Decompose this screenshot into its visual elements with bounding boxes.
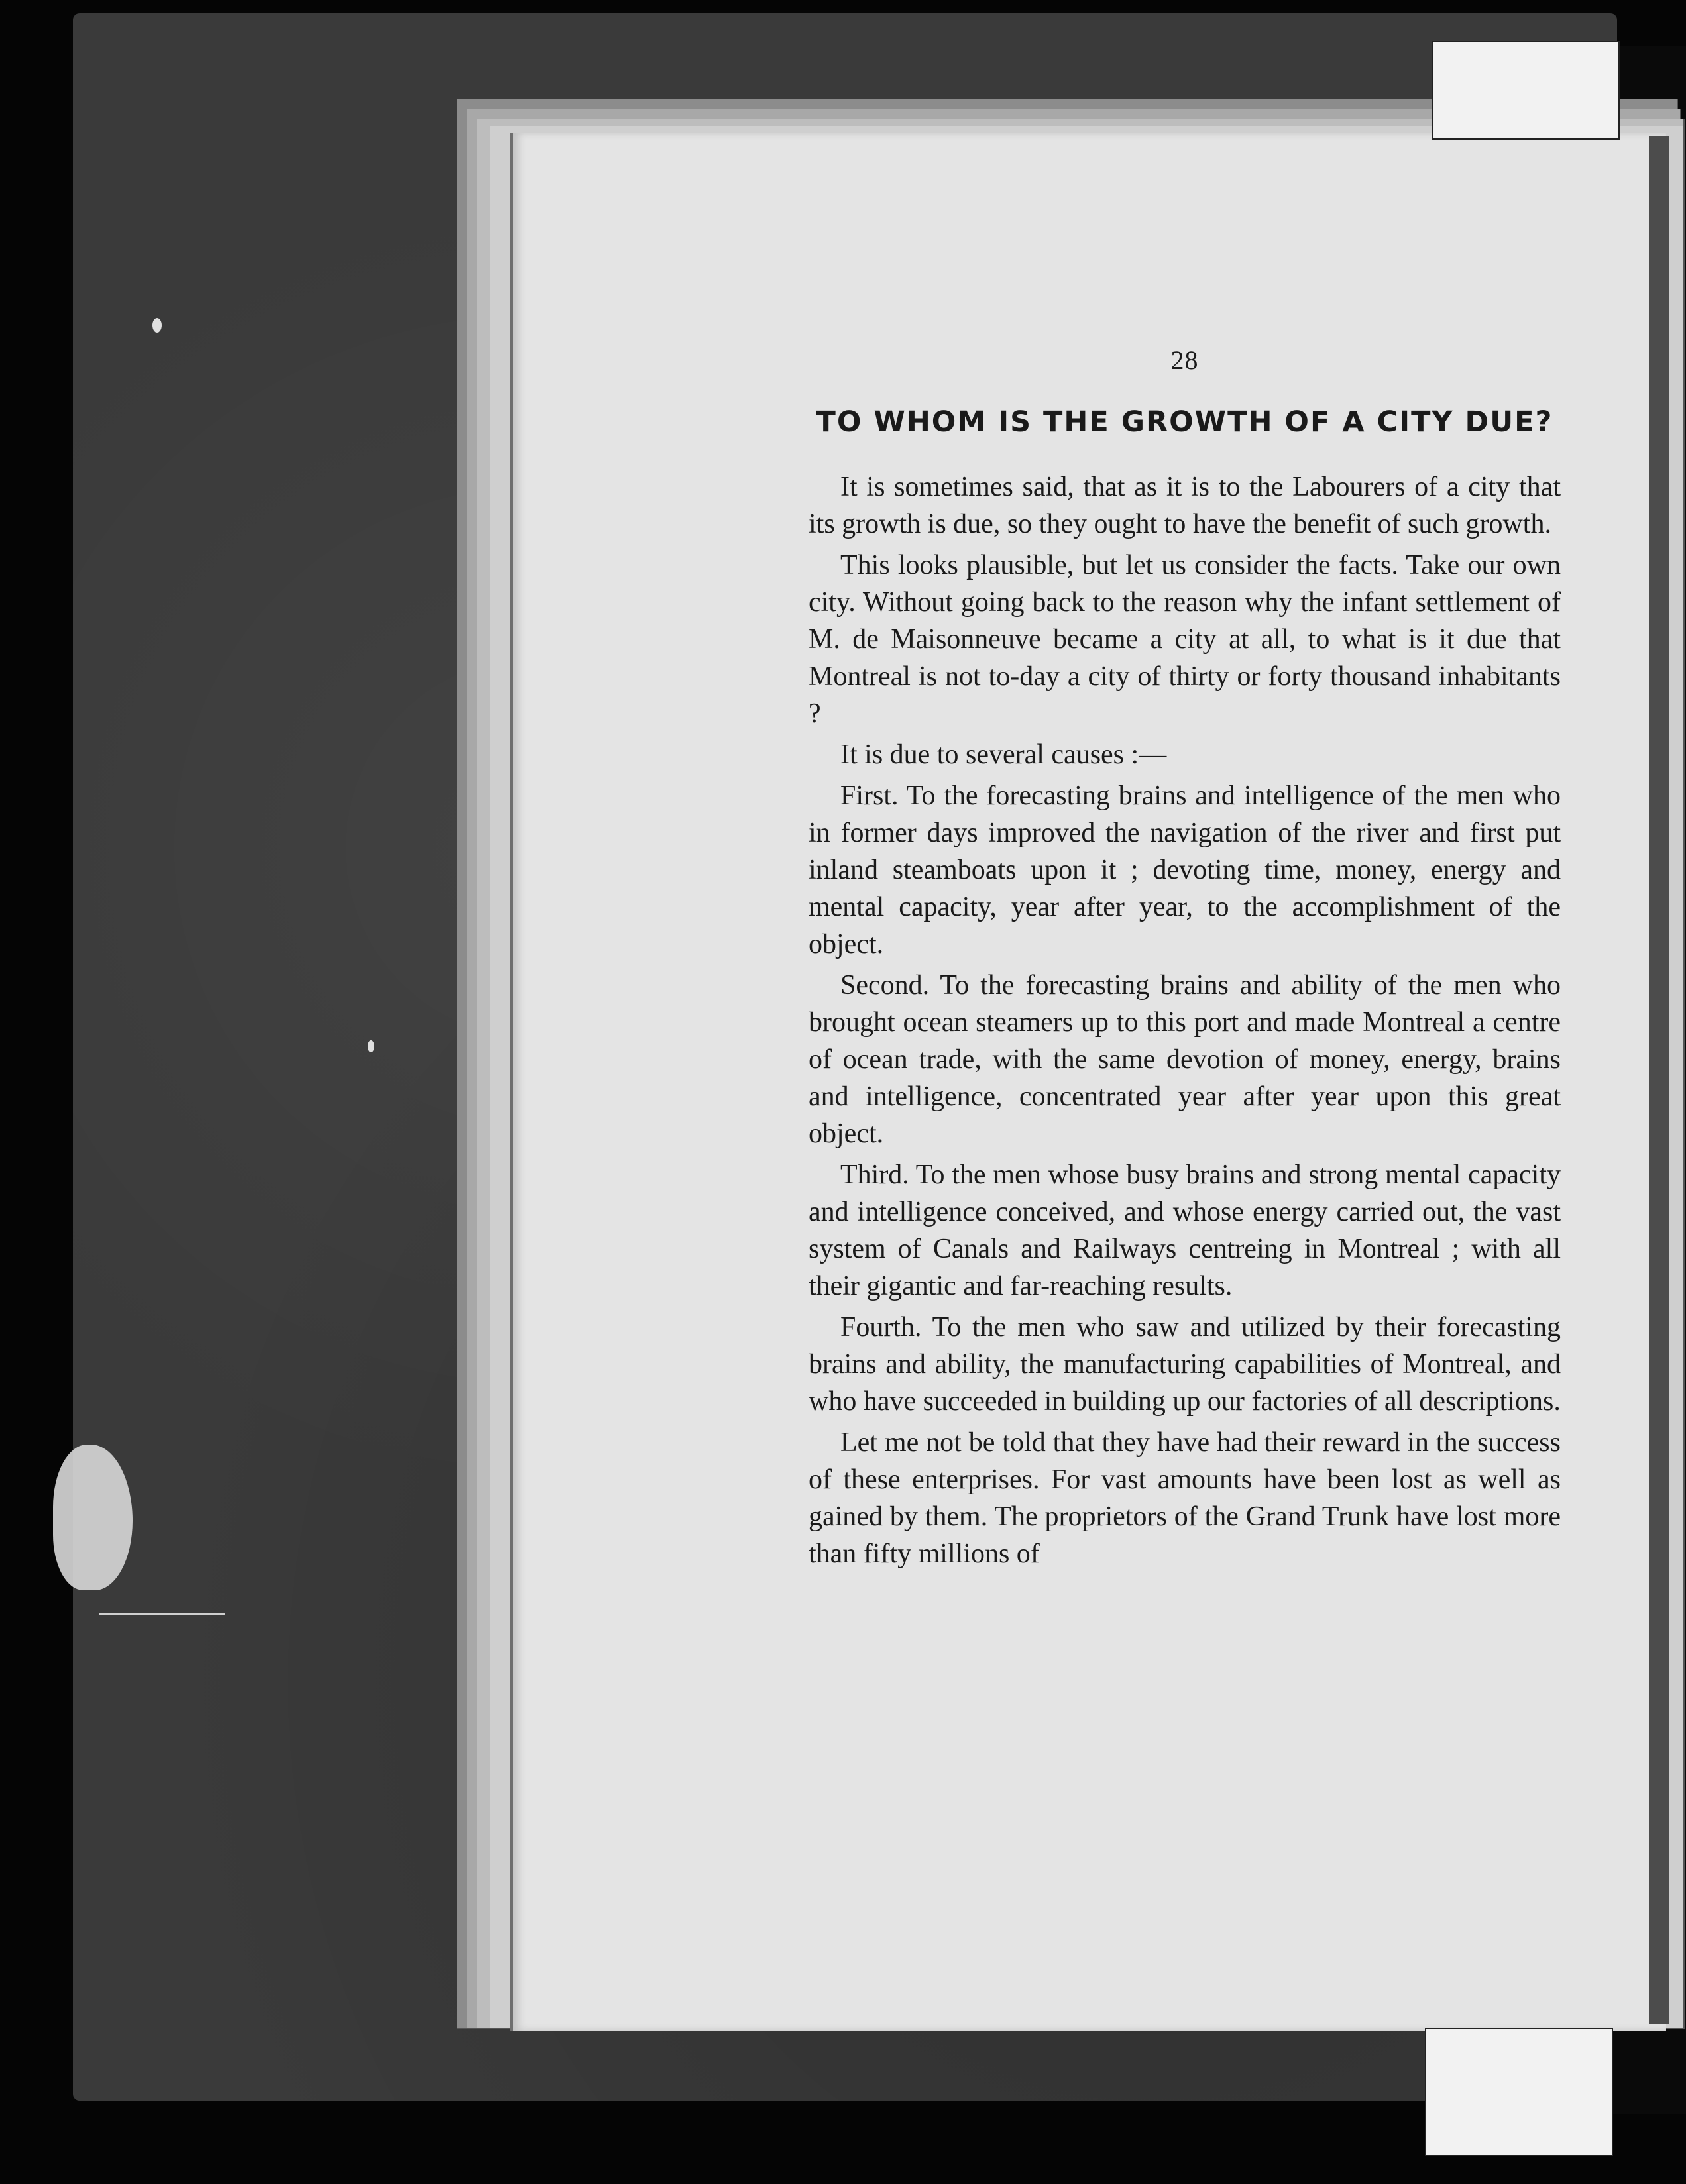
page-gutter-shadow <box>1649 136 1669 2024</box>
page-text <box>809 345 1561 1576</box>
paragraph: Let me not be told that they have had their reward in the success of these enterprises. For vast amounts have been lost as well as gained by them. The proprietors of the Grand Trunk have lost more than fifty millions of <box>809 1427 1561 1569</box>
paper-strip-top <box>1432 41 1620 140</box>
cover-scratch <box>99 1613 225 1615</box>
paragraph: Second. To the forecasting brains and ability of the men who brought ocean steamers up to this port and made Montreal a centre of ocean trade, with the same devotion of money, energy, brains and intelligence, concentrated year after year upon this great object. <box>809 970 1561 1149</box>
paragraph: First. To the forecasting brains and intelligence of the men who in former days improved the navigation of the river and first put inland steamboats upon it ; devoting time, money, energy and mental capacity, year after year, to the accomplishment of the object. <box>809 781 1561 959</box>
paragraph: It is sometimes said, that as it is to the Labourers of a city that its growth is due, so they ought to have the benefit of such growth. <box>809 472 1561 539</box>
paragraph: This looks plausible, but let us consider the facts. Take our own city. Without going back to the reason why the infant settlement of M. de Maisonneuve became a city at all, to what is it due that Montreal is not to-day a city of thirty or forty thousand inhabitants ? <box>809 550 1561 729</box>
paragraph: It is due to several causes :— <box>840 739 1167 770</box>
paragraph: Fourth. To the men who saw and utilized by their forecasting brains and ability, the manufacturing capabilities of Montreal, and who have succeeded in building up our factories of all descriptions. <box>809 1312 1561 1417</box>
cover-speck <box>152 318 162 333</box>
paper-strip-bottom <box>1425 2028 1613 2156</box>
paragraph: Third. To the men whose busy brains and strong mental capacity and intelligence conceived, and whose energy carried out, the vast system of Canals and Railways centreing in Montreal ; with all their gigantic and far-reaching results. <box>809 1160 1561 1301</box>
cover-speck <box>368 1040 374 1052</box>
page-number: 28 <box>1170 345 1199 375</box>
page-heading: TO WHOM IS THE GROWTH OF A CITY DUE? <box>816 406 1553 439</box>
